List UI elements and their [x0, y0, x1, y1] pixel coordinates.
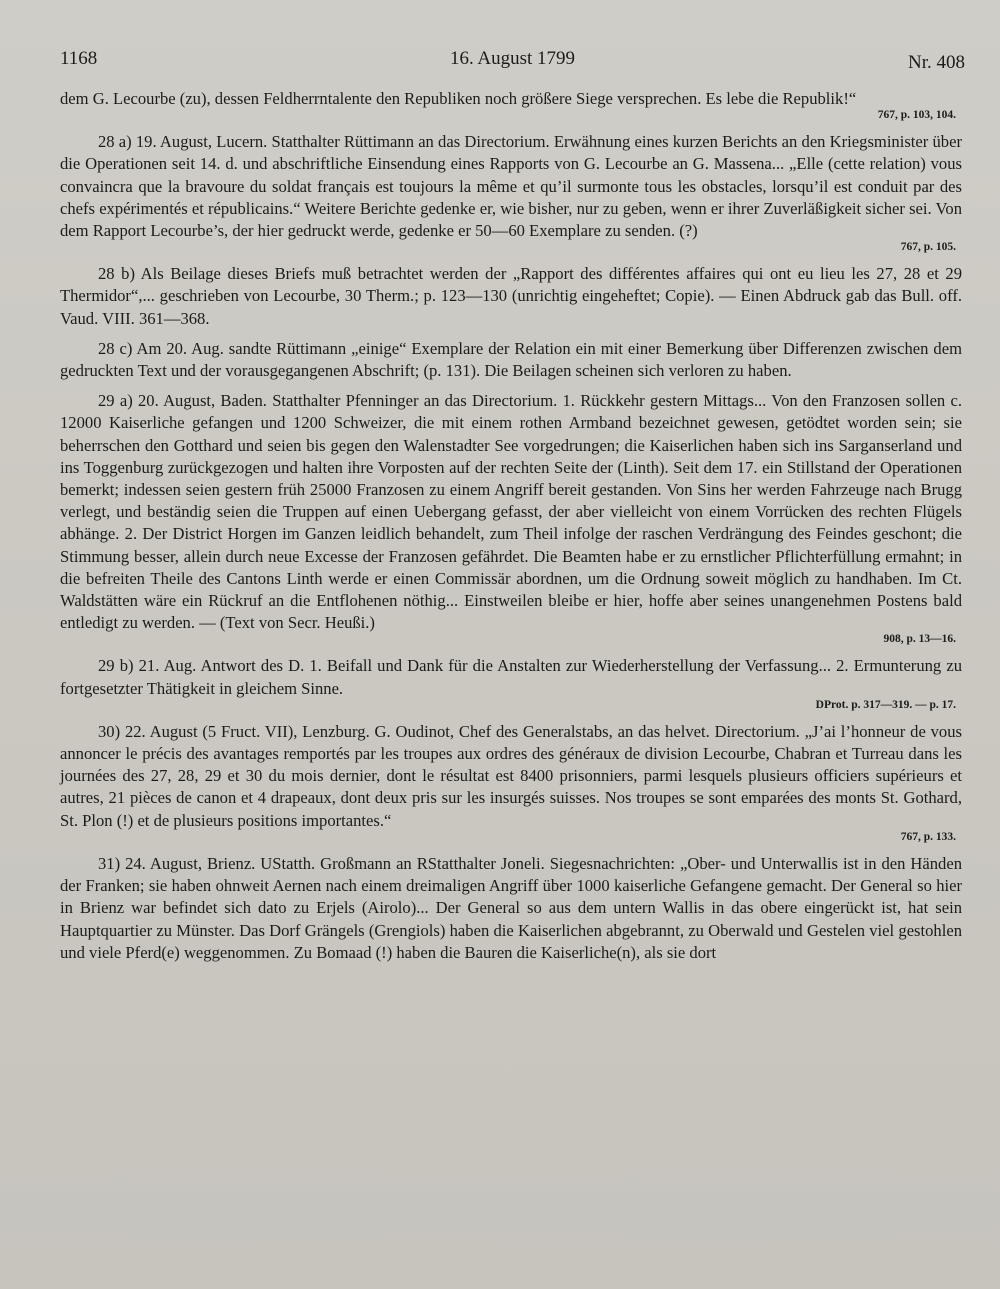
- paragraph-28b: [60, 263, 962, 330]
- page-header: [60, 48, 965, 78]
- paragraph-text: 28 c) Am 20. Aug. sandte Rüttimann „einige“ Exemplare der Relation ein mit einer Bemerkung über Differenzen zwischen dem gedruckten Text und der vorausgegangenen Abschrift; (p. 131). Die Beilagen scheinen sich verloren zu haben.: [60, 338, 962, 381]
- paragraph-text: dem G. Lecourbe (zu), dessen Feldherrntalente den Republiken noch größere Siege versprechen. Es lebe die Republik!“: [60, 89, 857, 108]
- paragraph-28a: [60, 131, 962, 255]
- paragraph-text: 31) 24. August, Brienz. UStatth. Großmann an RStatthalter Joneli. Siegesnachrichten: „Ober- und Unterwallis ist in den Händen der Franken; sie haben ohnweit Aernen nach einem dreimaligen Angriff über 1000 kaiserliche Gefangene gemacht. Der General so hier in Brienz war befindet sich dato zu Erjels (Airolo)... Der General so aus dem untern Wallis in das obere eingerückt ist, hat sein Hauptquartier zu Münster. Das Dorf Grängels (Grengiols) haben die Kaiserlichen abgebrannt, zu Oberwald und Gestelen viel gestohlen und viele Pferd(e) weggenommen. Zu Bomaad (!) haben die Bauren die Kaiserliche(n), als sie dort: [60, 853, 962, 962]
- paragraph-30: [60, 721, 962, 845]
- paragraph-29b: [60, 655, 962, 712]
- source-reference: 767, p. 105.: [900, 241, 956, 254]
- paragraph-text: 30) 22. August (5 Fruct. VII), Lenzburg. G. Oudinot, Chef des Generalstabs, an das helvet. Directorium. „J’ai l’honneur de vous annoncer le précis des avantages remportés par les troupes aux ordres des généraux de division Lecourbe, Chabran et Turreau dans les journées des 27, 28, 29 et 30 du mois dernier, dont le résultat est 8400 prisonniers, parmi lesquels plusieurs officiers supérieurs et autres, 21 pièces de canon et 4 drapeaux, dont deux pris sur les insurgés suisses. Nos troupes se sont emparées des monts St. Gothard, St. Plon (!) et de plusieurs positions importantes.“: [60, 721, 962, 830]
- page-date: 16. August 1799: [449, 48, 576, 69]
- source-reference: DProt. p. 317—319. — p. 17.: [815, 698, 956, 711]
- paragraph-continuation: [60, 88, 962, 123]
- document-number: Nr. 408: [908, 52, 965, 73]
- source-reference: 767, p. 133.: [900, 830, 956, 843]
- paragraph-28c: [60, 338, 962, 382]
- source-reference: 908, p. 13—16.: [883, 633, 956, 646]
- document-body: [60, 88, 962, 972]
- source-reference: 767, p. 103, 104.: [877, 109, 956, 122]
- paragraph-text: 28 a) 19. August, Lucern. Statthalter Rüttimann an das Directorium. Erwähnung eines kurzen Berichts an den Kriegsminister über die Operationen seit 14. d. und abschriftliche Einsendung eines Rapports von G. Lecourbe an G. Massena... „Elle (cette relation) vous convaincra que la bravoure du soldat français est toujours la même et qu’il surmonte tous les obstacles, lorsqu’il est conduit par des chefs expérimentés et républicains.“ Weitere Berichte gedenke er, wie bisher, nur zu geben, wenn er ihrer Zuverläßigkeit sicher sei. Von dem Rapport Lecourbe’s, der hier gedruckt werde, gedenke er 50—60 Exemplare zu senden. (?): [60, 132, 962, 241]
- paragraph-text: 29 a) 20. August, Baden. Statthalter Pfenninger an das Directorium. 1. Rückkehr gestern Mittags... Von den Franzosen sollen c. 12000 Kaiserliche gefangen und 1200 Schweizer, die mit einem rothen Armband bezeichnet gewesen, getödtet worden sein; sie beherrschen den Gotthard und seien bis gegen den Walenstadter See vorgedrungen; die Kaiserlichen haben sich ins Sarganserland und ins Toggenburg zurückgezogen und halten ihre Vorposten auf der rechten Seite der (Linth). Seit dem 17. ein Stillstand der Operationen bemerkt; indessen seien gestern früh 25000 Franzosen zu einem Angriff bereit gestanden. Von Sins her werden Fahrzeuge nach Brugg verlegt, und beständig seien die Truppen auf einen Uebergang gefasst, der aber vielleicht von einem Vorrücken des rechten Flügels abhänge. 2. Der District Horgen im Ganzen leidlich behandelt, zum Theil infolge der raschen Verdrängung des Feindes geschont; die Stimmung besser, allein durch neue Excesse der Franzosen gefährdet. Die Beamten habe er zu ernstlicher Pflichterfüllung ermahnt; in die befreiten Theile des Cantons Linth werde er einen Commissär abordnen, um die Ordnung soweit möglich zu handhaben. Im Ct. Waldstätten wäre ein Rückruf an die Entflohenen nöthig... Einstweilen bleibe er hier, hoffe aber seines unangenehmen Postens bald entledigt zu werden. — (Text von Secr. Heußi.): [60, 391, 962, 633]
- paragraph-text: 29 b) 21. Aug. Antwort des D. 1. Beifall und Dank für die Anstalten zur Wiederherstellung der Verfassung... 2. Ermunterung zu fortgesetzter Thätigkeit in gleichem Sinne.: [60, 656, 962, 698]
- paragraph-text: 28 b) Als Beilage dieses Briefs muß betrachtet werden der „Rapport des différentes affaires qui ont eu lieu les 27, 28 et 29 Thermidor“,... geschrieben von Lecourbe, 30 Therm.; p. 123—130 (unrichtig eingeheftet; Copie). — Einen Abdruck gab das Bull. off. Vaud. VIII. 361—368.: [60, 264, 962, 328]
- paragraph-31: [60, 853, 962, 964]
- page-number: 1168: [60, 48, 98, 69]
- paragraph-29a: [60, 390, 962, 647]
